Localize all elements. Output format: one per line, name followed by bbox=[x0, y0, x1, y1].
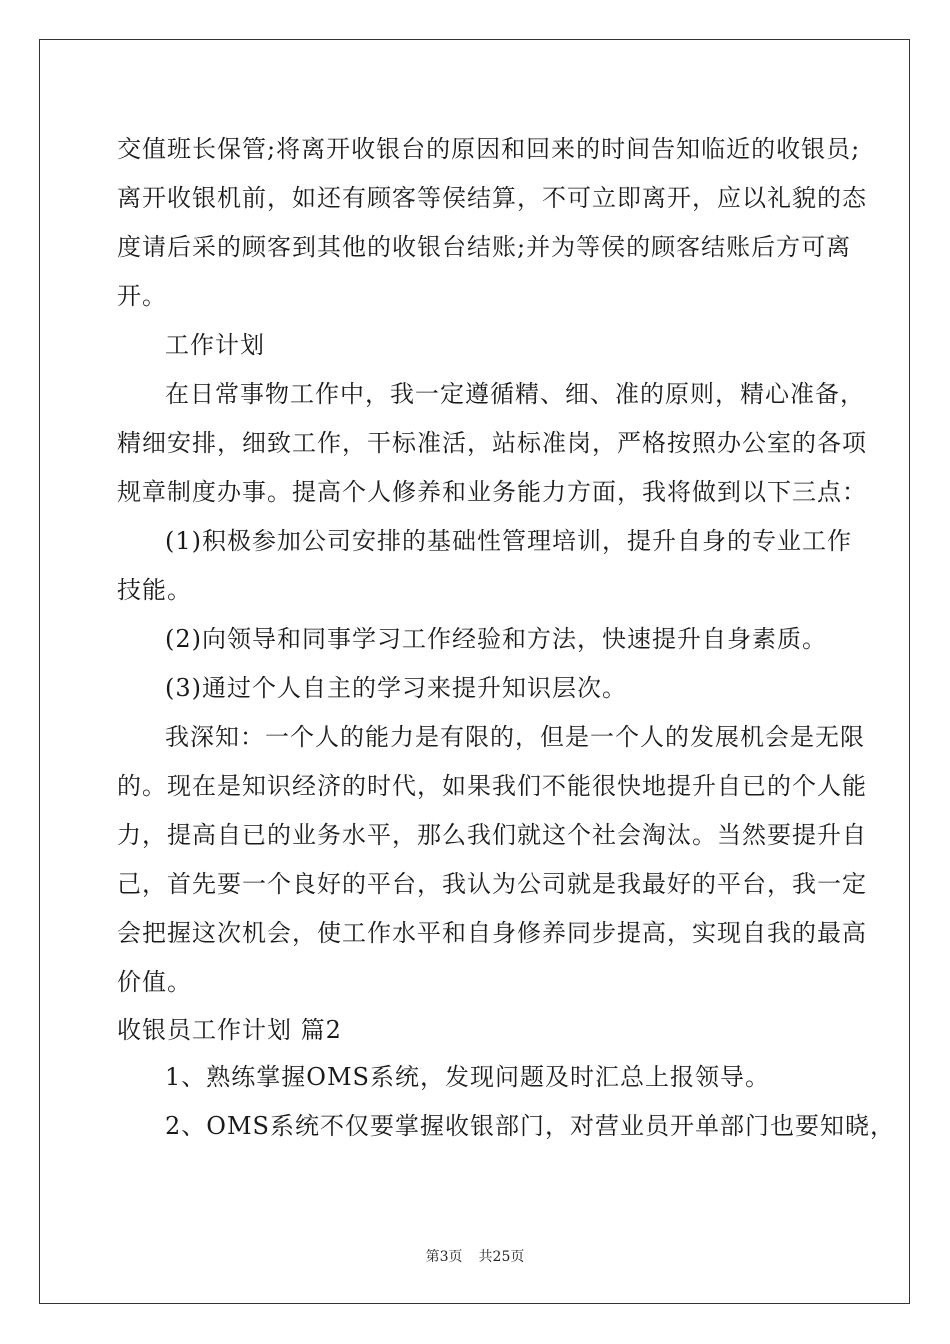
text-line: 力，提高自已的业务水平，那么我们就这个社会淘汰。当然要提升自 bbox=[117, 821, 867, 849]
text-line: 精细安排，细致工作，干标准活，站标准岗，严格按照办公室的各项 bbox=[117, 429, 867, 457]
section-heading: 收银员工作计划 篇2 bbox=[117, 1016, 342, 1044]
text-line: 价值。 bbox=[117, 968, 192, 996]
text-line: 离开收银机前，如还有顾客等侯结算，不可立即离开，应以礼貌的态 bbox=[117, 184, 867, 212]
text-line: 工作计划 bbox=[165, 331, 265, 359]
text-line: 我深知：一个人的能力是有限的，但是一个人的发展机会是无限 bbox=[165, 723, 865, 751]
text-line: 度请后采的顾客到其他的收银台结账;并为等侯的顾客结账后方可离 bbox=[117, 233, 852, 261]
page-footer bbox=[0, 1246, 950, 1266]
page-number: 第3页 bbox=[425, 1249, 463, 1265]
text-line: 己，首先要一个良好的平台，我认为公司就是我最好的平台，我一定 bbox=[117, 870, 867, 898]
section-paragraphs bbox=[117, 1053, 895, 1151]
text-line: 开。 bbox=[117, 282, 167, 310]
text-line: 2、OMS系统不仅要掌握收银部门，对营业员开单部门也要知晓， bbox=[165, 1112, 895, 1140]
text-line: 会把握这次机会，使工作水平和自身修养同步提高，实现自我的最高 bbox=[117, 919, 867, 947]
text-line: (1)积极参加公司安排的基础性管理培训，提升自身的专业工作 bbox=[165, 527, 852, 555]
text-line: (2)向领导和同事学习工作经验和方法，快速提升自身素质。 bbox=[165, 625, 827, 653]
document-body bbox=[117, 125, 895, 1151]
text-line: (3)通过个人自主的学习来提升知识层次。 bbox=[165, 674, 627, 702]
body-paragraphs bbox=[117, 125, 867, 1007]
text-line: 规章制度办事。提高个人修养和业务能力方面，我将做到以下三点： bbox=[117, 478, 867, 506]
text-line: 的。现在是知识经济的时代，如果我们不能很快地提升自已的个人能 bbox=[117, 772, 867, 800]
text-line: 交值班长保管;将离开收银台的原因和回来的时间告知临近的收银员; bbox=[117, 135, 861, 163]
text-line: 在日常事物工作中，我一定遵循精、细、准的原则，精心准备， bbox=[165, 380, 865, 408]
text-line: 技能。 bbox=[117, 576, 192, 604]
page-total: 共25页 bbox=[478, 1249, 525, 1265]
text-line: 1、熟练掌握OMS系统，发现问题及时汇总上报领导。 bbox=[165, 1063, 770, 1091]
